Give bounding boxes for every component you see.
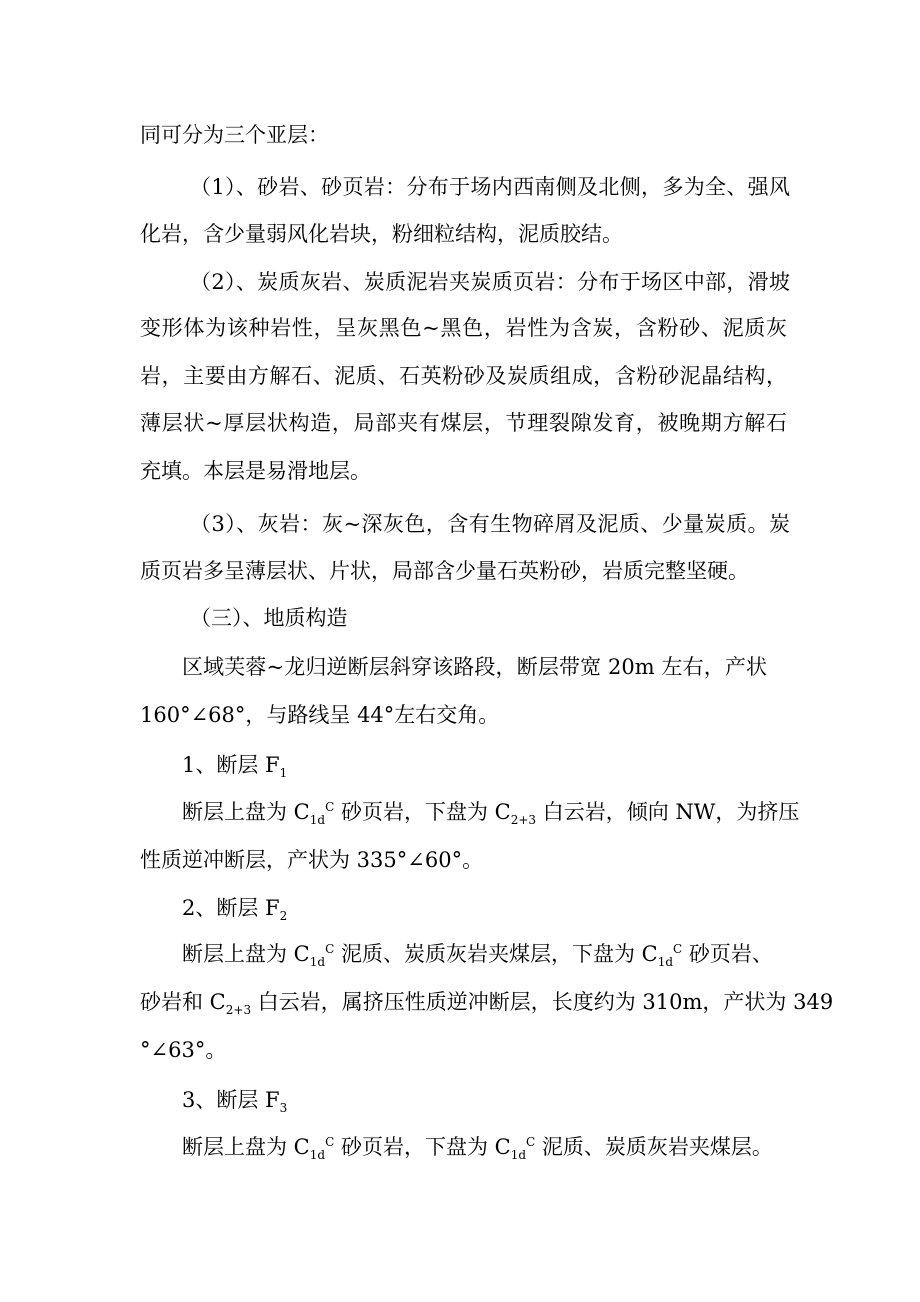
paragraph-line: 充填。本层是易滑地层。 — [140, 459, 371, 483]
fault-description: 断层上盘为 $C_{1d}^C$ 泥质、炭质灰岩夹煤层，下盘为 $C_{1d}^C$ 砂页岩、 — [182, 942, 773, 970]
paragraph-line: °∠63°。 — [140, 1038, 227, 1062]
fault-description: 断层上盘为 $C_{1d}^C$ 砂页岩，下盘为 $C_{1d}^C$ 泥质、炭质灰岩夹煤层。 — [182, 1135, 773, 1163]
paragraph-line: 160°∠68°，与路线呈 44°左右交角。 — [140, 703, 500, 727]
paragraph-line: 区域芙蓉~龙归逆断层斜穿该路段，断层带宽 20m 左右，产状 — [182, 655, 767, 679]
paragraph-line: 同可分为三个亚层： — [140, 123, 329, 147]
paragraph-line: 薄层状~厚层状构造，局部夹有煤层，节理裂隙发育，被晚期方解石 — [140, 411, 787, 435]
paragraph-line: （1）、砂岩、砂页岩：分布于场内西南侧及北侧，多为全、强风 — [190, 175, 790, 199]
fault-description: 断层上盘为 $C_{1d}^C$ 砂页岩，下盘为 $C_{2+3}$ 白云岩，倾向 NW，为挤压 — [182, 800, 800, 828]
paragraph-line: 变形体为该种岩性，呈灰黑色~黑色，岩性为含炭，含粉砂、泥质灰 — [140, 316, 787, 340]
fault-heading: 2、断层 $F_2$ — [182, 896, 288, 924]
fault-description: 砂岩和 $C_{2+3}$ 白云岩，属挤压性质逆冲断层，长度约为 310m，产状为 349 — [140, 990, 834, 1018]
section-heading: （三）、地质构造 — [190, 606, 348, 630]
paragraph-line: （3）、灰岩：灰~深灰色，含有生物碎屑及泥质、少量炭质。炭 — [190, 512, 790, 536]
paragraph-line: （2）、炭质灰岩、炭质泥岩夹炭质页岩：分布于场区中部，滑坡 — [190, 270, 790, 294]
paragraph-line: 性质逆冲断层，产状为 335°∠60°。 — [140, 848, 484, 872]
paragraph-line: 化岩，含少量弱风化岩块，粉细粒结构，泥质胶结。 — [140, 222, 623, 246]
paragraph-line: 岩，主要由方解石、泥质、石英粉砂及炭质组成，含粉砂泥晶结构， — [140, 364, 787, 388]
paragraph-line: 质页岩多呈薄层状、片状，局部含少量石英粉砂，岩质完整坚硬。 — [140, 559, 749, 583]
fault-heading: 1、断层 $F_1$ — [182, 753, 288, 781]
fault-heading: 3、断层 $F_3$ — [182, 1088, 288, 1116]
